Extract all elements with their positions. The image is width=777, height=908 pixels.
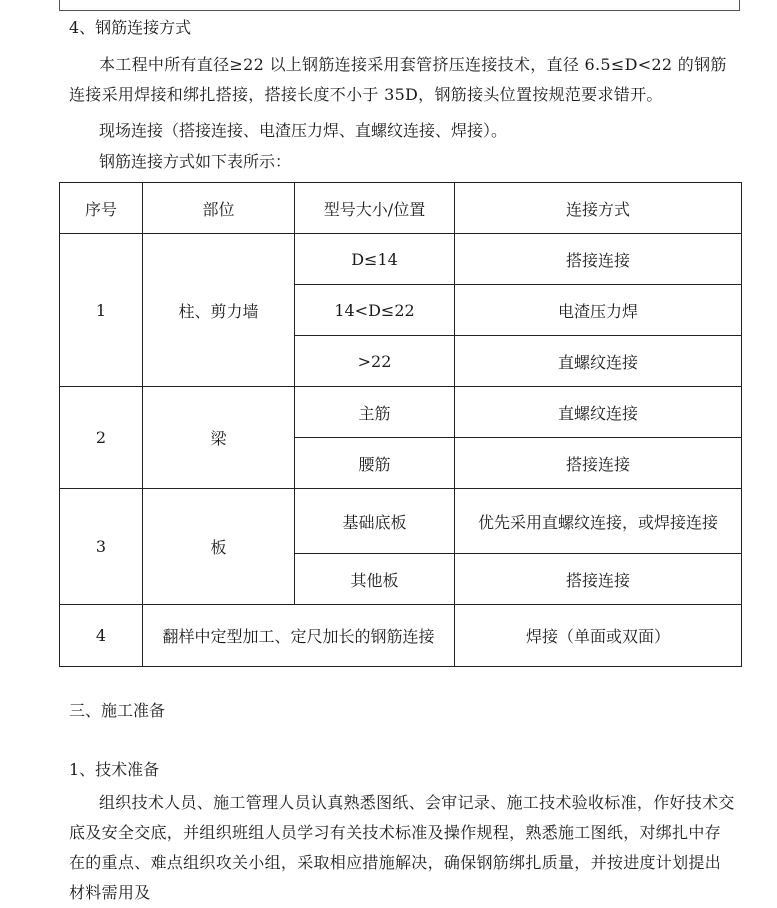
cell-method: 搭接连接	[455, 554, 742, 605]
cell-spec: 基础底板	[295, 489, 455, 554]
cell-method: 优先采用直螺纹连接，或焊接连接	[455, 489, 742, 554]
cell-part: 板	[143, 489, 295, 605]
paragraph-table-intro: 钢筋连接方式如下表所示：	[99, 152, 292, 171]
header-no: 序号	[60, 183, 143, 234]
cell-no: 1	[60, 234, 143, 387]
cell-method: 直螺纹连接	[455, 387, 742, 438]
cell-spec: D≤14	[295, 234, 455, 285]
cell-spec: 主筋	[295, 387, 455, 438]
cell-method: 搭接连接	[455, 438, 742, 489]
header-spec: 型号大小/位置	[295, 183, 455, 234]
cell-spec: 腰筋	[295, 438, 455, 489]
cell-method: 直螺纹连接	[455, 336, 742, 387]
cell-method: 搭接连接	[455, 234, 742, 285]
header-part: 部位	[143, 183, 295, 234]
subsection-1-heading: 1、技术准备	[69, 760, 160, 779]
table-row	[60, 605, 742, 667]
cell-no: 4	[60, 605, 143, 667]
previous-page-border	[59, 0, 740, 11]
cell-method: 焊接（单面或双面）	[455, 605, 742, 667]
table-row	[60, 387, 742, 438]
cell-method: 电渣压力焊	[455, 285, 742, 336]
paragraph-connection-intro: 本工程中所有直径≥22 以上钢筋连接采用套管挤压连接技术，直径 6.5≤D<22 的钢筋连接采用焊接和绑扎搭接，搭接长度不小于 35D，钢筋接头位置按规范要求错开。	[69, 55, 727, 104]
cell-part-spec: 翻样中定型加工、定尺加长的钢筋连接	[143, 605, 455, 667]
cell-no: 3	[60, 489, 143, 605]
cell-spec: >22	[295, 336, 455, 387]
section-3-heading: 三、施工准备	[69, 701, 166, 720]
connection-method-table	[59, 182, 742, 667]
table-row	[60, 234, 742, 285]
cell-part: 梁	[143, 387, 295, 489]
cell-no: 2	[60, 387, 143, 489]
cell-spec: 14<D≤22	[295, 285, 455, 336]
table-header-row	[60, 183, 742, 234]
section-4-heading: 4、钢筋连接方式	[69, 18, 192, 37]
paragraph-technical-prep: 组织技术人员、施工管理人员认真熟悉图纸、会审记录、施工技术验收标准，作好技术交底及安全交底，并组织班组人员学习有关技术标准及操作规程，熟悉施工图纸，对绑扎中存在的重点、难点组织攻关小组，采取相应措施解决，确保钢筋绑扎质量，并按进度计划提出材料需用及	[69, 793, 735, 902]
header-method: 连接方式	[455, 183, 742, 234]
cell-spec: 其他板	[295, 554, 455, 605]
paragraph-site-connection: 现场连接（搭接连接、电渣压力焊、直螺纹连接、焊接）。	[99, 121, 508, 140]
cell-part: 柱、剪力墙	[143, 234, 295, 387]
table-row	[60, 489, 742, 554]
